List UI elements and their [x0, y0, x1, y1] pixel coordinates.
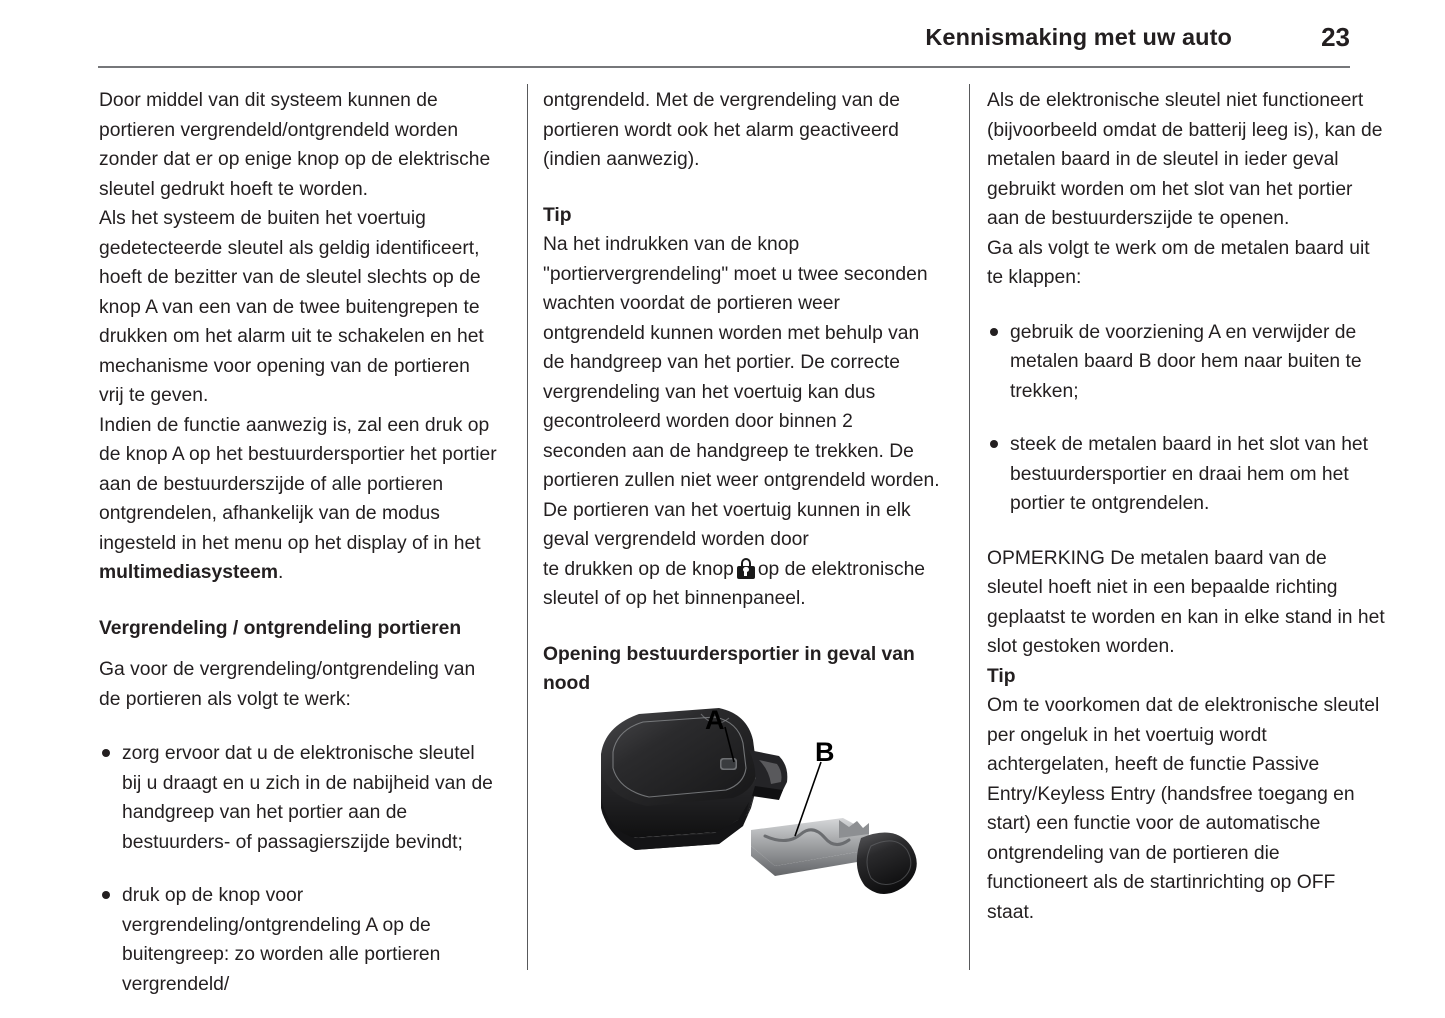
tip-label: Tip	[543, 204, 572, 226]
paragraph: De portieren van het voertuig kunnen in elk geval vergrendeld worden door	[543, 499, 911, 550]
paragraph-with-lock-icon	[543, 555, 941, 614]
list-item-text: druk op de knop voor vergrendeling/ontgrendeling A op de buitengreep: zo worden alle portieren vergrendeld/	[122, 885, 441, 995]
bullet-list	[99, 739, 497, 999]
tip-label: Tip	[987, 665, 1016, 687]
page-number: 23	[1321, 22, 1350, 52]
paragraph-text: Indien de functie aanwezig is, zal een druk op de knop A op het bestuurdersportier het portier aan de bestuurderszijde of alle portieren ontgrendelen, afhankelijk van de modus ingesteld in het menu op het display of in het	[99, 414, 497, 554]
text-column-2	[543, 86, 941, 699]
column-divider-1	[527, 84, 528, 970]
list-item	[99, 881, 497, 999]
column-divider-2	[969, 84, 970, 970]
paragraph-text: .	[277, 562, 284, 583]
list-item-text: gebruik de voorziening A en verwijder de metalen baard B door hem naar buiten te trekken;	[1010, 321, 1362, 402]
paragraph: Als de elektronische sleutel niet functioneert (bijvoorbeeld omdat de batterij leeg is), kan de metalen baard in de sleutel in ieder geval gebruikt worden om het slot van het portier aan de bestuurderszijde te openen.	[987, 90, 1383, 229]
paragraph: Na het indrukken van de knop "portiervergrendeling" moet u twee seconden wachten voordat de portieren weer ontgrendeld kunnen worden met behulp van de handgreep van het portier. De correcte vergrendeling van het voertuig kan dus gecontroleerd worden door binnen 2 seconden aan de handgreep te trekken. De portieren zullen niet weer ontgrendeld worden.	[543, 234, 940, 491]
header-rule	[98, 66, 1350, 68]
paragraph: Ga als volgt te werk om de metalen baard uit te klappen:	[987, 237, 1370, 288]
section-heading: Opening bestuurdersportier in geval van nood	[543, 643, 915, 694]
page-header	[98, 24, 1350, 64]
note-paragraph: OPMERKING De metalen baard van de sleutel hoeft niet in een bepaalde richting geplaatst te worden en kan in elke stand in het slot gestoken worden.	[987, 547, 1385, 657]
list-item-text: steek de metalen baard in het slot van het bestuurdersportier en draai hem om het portier te ontgrendelen.	[1010, 434, 1369, 514]
cross-reference-link[interactable]: multimediasysteem	[99, 562, 278, 583]
list-item	[99, 739, 497, 857]
bullet-dot-icon	[990, 440, 998, 448]
paragraph-text: te drukken op de knop	[543, 558, 734, 580]
key-fob-diagram	[543, 690, 953, 950]
paragraph: ontgrendeld. Met de vergrendeling van de portieren wordt ook het alarm geactiveerd (indien aanwezig).	[543, 90, 900, 170]
paragraph: Om te voorkomen dat de elektronische sleutel per ongeluk in het voertuig wordt achtergelaten, heeft de functie Passive Entry/Keyless Entry (handsfree toegang en start) een functie voor de automatische ontgrendeling van de portieren die functioneert als de startinrichting op OFF staat.	[987, 695, 1380, 923]
text-column-1	[99, 86, 497, 999]
figure-label-b: B	[815, 737, 835, 767]
fob-top	[601, 708, 757, 806]
bullet-dot-icon	[102, 891, 110, 899]
bullet-dot-icon	[102, 749, 110, 757]
list-item	[987, 430, 1385, 519]
paragraph-with-cross-reference	[99, 411, 497, 588]
key-fob-illustration	[543, 690, 953, 950]
bullet-dot-icon	[990, 328, 998, 336]
paragraph-text: op de elektronische sleutel of op het binnenpaneel.	[543, 558, 926, 609]
paragraph: Als het systeem de buiten het voertuig gedetecteerde sleutel als geldig identificeert, hoeft de bezitter van de sleutel slechts op de knop A van een van de twee buitengrepen te drukken om het alarm uit te schakelen en het mechanisme voor opening van de portieren vrij te geven.	[99, 208, 484, 406]
list-item-text: zorg ervoor dat u de elektronische sleutel bij u draagt en u zich in de nabijheid van de handgreep van het portier aan de bestuurders- of passagierszijde bevindt;	[122, 743, 493, 853]
text-column-3	[987, 86, 1385, 927]
section-heading: Vergrendeling / ontgrendeling portieren	[99, 617, 462, 639]
bullet-list	[987, 318, 1385, 519]
list-item	[987, 318, 1385, 407]
figure-label-a: A	[705, 705, 725, 735]
lock-icon	[737, 558, 755, 579]
page-title: Kennismaking met uw auto	[925, 24, 1232, 50]
paragraph: Ga voor de vergrendeling/ontgrendeling van de portieren als volgt te werk:	[99, 659, 476, 710]
paragraph: Door middel van dit systeem kunnen de portieren vergrendeld/ontgrendeld worden zonder dat er op enige knop op de elektrische sleutel gedrukt hoeft te worden.	[99, 90, 491, 200]
